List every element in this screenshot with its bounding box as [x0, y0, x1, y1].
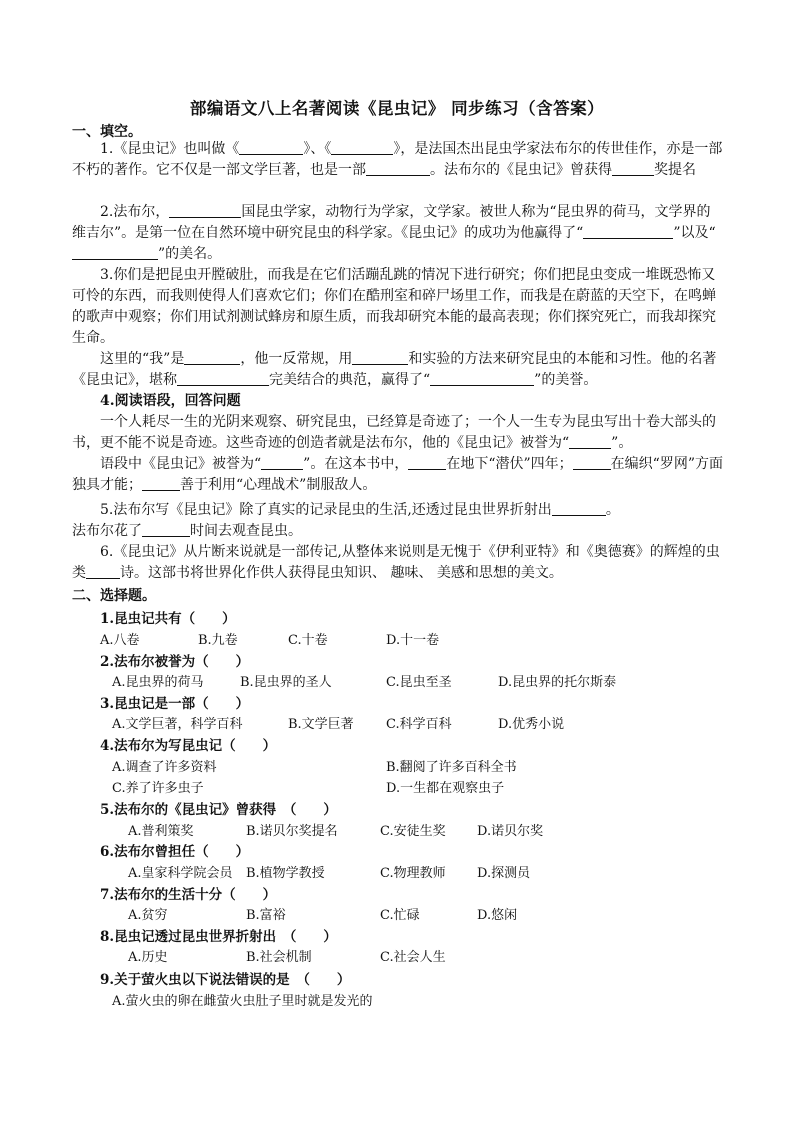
choice-option[interactable]: B.翻阅了许多百科全书 — [386, 760, 517, 775]
choice-option[interactable]: D.昆虫界的托尔斯泰 — [498, 675, 617, 690]
choice-option[interactable]: B.社会机制 — [246, 950, 312, 965]
answer-blank[interactable] — [612, 160, 654, 176]
answer-blank[interactable] — [86, 563, 120, 579]
choice-question-stem: 3.昆虫记是一部（ ） — [100, 696, 250, 712]
answer-blank[interactable] — [552, 500, 606, 516]
choice-option[interactable]: C.安徒生奖 — [380, 824, 446, 839]
page-title: 部编语文八上名著阅读《昆虫记》 同步练习（含答案） — [189, 99, 605, 118]
choice-question-stem: 5.法布尔的《昆虫记》曾获得 （ ） — [100, 802, 337, 818]
section-heading-fill: 一、填空。 — [72, 124, 142, 140]
answer-blank[interactable] — [430, 370, 534, 386]
choice-option[interactable]: A.调查了许多资料 — [112, 760, 217, 775]
choice-option[interactable]: B.昆虫界的圣人 — [240, 675, 332, 690]
choice-question-stem: 8.昆虫记透过昆虫世界折射出 （ ） — [100, 929, 337, 945]
question-5: 5.法布尔写《昆虫记》除了真实的记录昆虫的生活,还透过昆虫世界折射出 。 法布尔花了 时间去观查昆虫。 — [72, 502, 620, 539]
answer-blank[interactable] — [408, 454, 446, 470]
choice-option[interactable]: A.普利策奖 — [128, 824, 194, 839]
answer-blank[interactable] — [573, 454, 611, 470]
answer-blank[interactable] — [331, 139, 393, 155]
choice-option[interactable]: B.文学巨著 — [288, 717, 354, 732]
choice-option[interactable]: C.科学百科 — [386, 717, 452, 732]
answer-blank[interactable] — [366, 160, 430, 176]
answer-blank[interactable] — [184, 349, 240, 365]
choice-option[interactable]: A.贫穷 — [128, 908, 168, 923]
choice-option[interactable]: D.十一卷 — [386, 633, 440, 648]
choice-question-stem: 4.法布尔为写昆虫记（ ） — [100, 738, 277, 754]
answer-blank[interactable] — [142, 475, 180, 491]
question-4-fill: 语段中《昆虫记》被誉为“ ”。在这本书中， 在地下“潜伏”四年； 在编织“罗网”方面独具才能； 善于利用“心理战术”制服敌人。 — [72, 456, 723, 493]
choice-option[interactable]: C.忙碌 — [380, 908, 420, 923]
choice-option[interactable]: A.昆虫界的荷马 — [112, 675, 204, 690]
choice-question-stem: 1.昆虫记共有（ ） — [100, 611, 236, 627]
choice-question-stem: 6.法布尔曾担任（ ） — [100, 844, 250, 860]
choice-question-stem: 9.关于萤火虫以下说法错误的是 （ ） — [100, 972, 351, 988]
choice-option[interactable]: D.悠闲 — [477, 908, 518, 923]
answer-blank[interactable] — [142, 521, 190, 537]
choice-option[interactable]: A.萤火虫的卵在雌萤火虫肚子里时就是发光的 — [112, 994, 373, 1009]
choice-option[interactable]: C.物理教师 — [380, 866, 446, 881]
choice-option[interactable]: C.十卷 — [288, 633, 328, 648]
choice-question-stem: 7.法布尔的生活十分（ ） — [100, 887, 277, 903]
question-4-passage: 一个人耗尽一生的光阴来观察、研究昆虫，已经算是奇迹了；一个人一生专为昆虫写出十卷大部头的书，更不能不说是奇迹。这些奇迹的创造者就是法布尔，他的《昆虫记》被誉为“ ”。 — [72, 414, 716, 451]
choice-option[interactable]: C.养了许多虫子 — [112, 781, 204, 796]
choice-question-stem: 2.法布尔被誉为（ ） — [100, 654, 250, 670]
question-4-heading: 4.阅读语段，回答问题 — [100, 393, 241, 409]
choice-option[interactable]: D.诺贝尔奖 — [477, 824, 544, 839]
choice-option[interactable]: C.昆虫至圣 — [386, 675, 452, 690]
choice-option[interactable]: A.历史 — [128, 950, 168, 965]
choice-option[interactable]: B.九卷 — [198, 633, 238, 648]
question-3-fill: 这里的“我”是 ，他一反常规，用 和实验的方法来研究昆虫的本能和习性。他的名著《昆虫记》，堪称 完美结合的典范，赢得了“ ”的美誉。 — [72, 351, 717, 388]
answer-blank[interactable] — [569, 433, 611, 449]
choice-option[interactable]: B.植物学教授 — [246, 866, 325, 881]
choice-option[interactable]: B.诺贝尔奖提名 — [246, 824, 338, 839]
answer-blank[interactable] — [72, 244, 158, 260]
choice-option[interactable]: C.社会人生 — [380, 950, 446, 965]
answer-blank[interactable] — [239, 139, 303, 155]
answer-blank[interactable] — [177, 370, 269, 386]
question-2: 2.法布尔， 国昆虫学家，动物行为学家，文学家。被世人称为“昆虫界的荷马，文学界的维吉尔”。是第一位在自然环境中研究昆虫的科学家。《昆虫记》的成功为他赢得了“ ”以及“”的美名。 — [72, 204, 716, 262]
question-1: 1.《昆虫记》也叫做《 》、《 》，是法国杰出昆虫学家法布尔的传世佳作，亦是一部不朽的著作。它不仅是一部文学巨著，也是一部 。法布尔的《昆虫记》曾获得 奖提名 — [72, 141, 723, 178]
answer-blank[interactable] — [352, 349, 408, 365]
answer-blank[interactable] — [583, 223, 673, 239]
choice-option[interactable]: A.八卷 — [100, 633, 140, 648]
choice-option[interactable]: D.优秀小说 — [498, 717, 565, 732]
choice-option[interactable]: A.文学巨著，科学百科 — [112, 717, 243, 732]
section-heading-choice: 二、选择题。 — [72, 588, 156, 604]
choice-option[interactable]: D.一生都在观察虫子 — [386, 781, 505, 796]
choice-option[interactable]: A.皇家科学院会员 — [128, 866, 233, 881]
answer-blank[interactable] — [261, 454, 303, 470]
choice-option[interactable]: D.探测员 — [477, 866, 531, 881]
choice-option[interactable]: B.富裕 — [246, 908, 286, 923]
question-6: 6.《昆虫记》从片断来说就是一部传记,从整体来说则是无愧于《伊利亚特》和《奥德赛》的辉煌的虫类 诗。这部书将世界化作供人获得昆虫知识、 趣味、 美感和思想的美文。 — [72, 544, 720, 581]
question-3-passage: 3.你们是把昆虫开膛破肚，而我是在它们活蹦乱跳的情况下进行研究；你们把昆虫变成一堆既恐怖又可怜的东西，而我则使得人们喜欢它们；你们在酷刑室和碎尸场里工作，而我是在蔚蓝的天空下，在鸣蝉的歌声中观察；你们用试剂测试蜂房和原生质，而我却研究本能的最高表现；你们探究死亡，而我却探究生命。 — [72, 267, 716, 346]
answer-blank[interactable] — [169, 202, 241, 218]
